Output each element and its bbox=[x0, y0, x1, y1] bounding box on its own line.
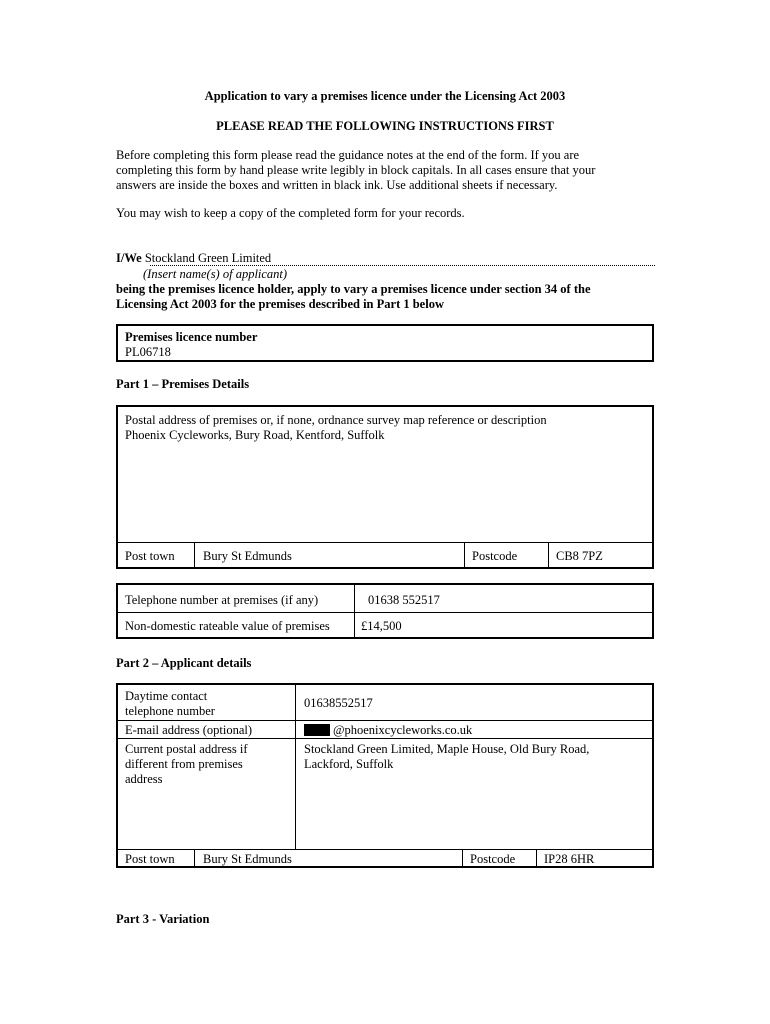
licence-number-label: Premises licence number bbox=[125, 330, 258, 344]
divider bbox=[194, 542, 195, 567]
licence-number-field[interactable]: PL06718 bbox=[125, 345, 171, 359]
declaration-line: Licensing Act 2003 for the premises described in Part 1 below bbox=[116, 297, 444, 311]
email-value: @phoenixcycleworks.co.uk bbox=[333, 723, 473, 737]
part2-heading: Part 2 – Applicant details bbox=[116, 656, 252, 670]
divider bbox=[548, 542, 549, 567]
applicant-prefix: I/We bbox=[116, 251, 142, 265]
divider bbox=[295, 685, 296, 849]
premises-postcode-label: Postcode bbox=[472, 549, 518, 563]
form-title: Application to vary a premises licence under the Licensing Act 2003 bbox=[204, 89, 566, 103]
email-label: E-mail address (optional) bbox=[125, 723, 253, 737]
divider bbox=[194, 849, 195, 866]
instructions-line: answers are inside the boxes and written in black ink. Use additional sheets if necessary. bbox=[116, 178, 558, 192]
instructions-line: completing this form by hand please write legibly in block capitals. In all cases ensure that your bbox=[116, 163, 596, 177]
instructions-heading: PLEASE READ THE FOLLOWING INSTRUCTIONS FIRST bbox=[216, 119, 554, 133]
divider bbox=[354, 585, 355, 637]
divider bbox=[118, 738, 652, 739]
part3-heading: Part 3 - Variation bbox=[116, 912, 210, 926]
rateable-value-label: Non-domestic rateable value of premises bbox=[125, 619, 330, 633]
applicant-name-field[interactable]: Stockland Green Limited bbox=[144, 251, 272, 265]
premises-post-town-field[interactable]: Bury St Edmunds bbox=[203, 549, 292, 563]
current-address-label-line: different from premises bbox=[125, 757, 243, 771]
premises-postcode-field[interactable]: CB8 7PZ bbox=[556, 549, 603, 563]
premises-post-town-label: Post town bbox=[125, 549, 175, 563]
applicant-post-town-field[interactable]: Bury St Edmunds bbox=[203, 852, 292, 866]
premises-address-box bbox=[116, 405, 654, 569]
daytime-phone-label bbox=[125, 689, 215, 719]
declaration-text bbox=[116, 282, 656, 312]
declaration-line: being the premises licence holder, apply to vary a premises licence under section 34 of the bbox=[116, 282, 591, 296]
daytime-phone-label-line: telephone number bbox=[125, 704, 215, 718]
rateable-value-field[interactable]: £14,500 bbox=[361, 619, 402, 633]
current-address-label-line: address bbox=[125, 772, 163, 786]
copy-note: You may wish to keep a copy of the completed form for your records. bbox=[116, 206, 465, 220]
current-address-label bbox=[125, 742, 248, 787]
current-address-label-line: Current postal address if bbox=[125, 742, 248, 756]
part1-heading: Part 1 – Premises Details bbox=[116, 377, 250, 391]
applicant-details-box bbox=[116, 683, 654, 868]
premises-telephone-label: Telephone number at premises (if any) bbox=[125, 593, 319, 607]
current-address-field[interactable] bbox=[304, 742, 589, 772]
applicant-postcode-label: Postcode bbox=[470, 852, 516, 866]
applicant-postcode-field[interactable]: IP28 6HR bbox=[544, 852, 595, 866]
daytime-phone-label-line: Daytime contact bbox=[125, 689, 208, 703]
premises-telephone-field[interactable]: 01638 552517 bbox=[368, 593, 440, 607]
email-field[interactable] bbox=[304, 723, 472, 738]
premises-address-field[interactable]: Phoenix Cycleworks, Bury Road, Kentford, Suffolk bbox=[125, 428, 385, 442]
licence-number-box bbox=[116, 324, 654, 362]
divider bbox=[118, 849, 652, 850]
instructions-text bbox=[116, 148, 656, 193]
applicant-hint: (Insert name(s) of applicant) bbox=[143, 267, 288, 281]
applicant-post-town-label: Post town bbox=[125, 852, 175, 866]
divider bbox=[462, 849, 463, 866]
premises-address-label: Postal address of premises or, if none, ordnance survey map reference or description bbox=[125, 413, 547, 427]
applicant-line bbox=[116, 251, 656, 266]
premises-contact-box bbox=[116, 583, 654, 639]
current-address-line: Stockland Green Limited, Maple House, Old Bury Road, bbox=[304, 742, 590, 756]
applicant-name-underline bbox=[150, 265, 655, 266]
divider bbox=[118, 542, 652, 543]
redaction-block bbox=[304, 724, 330, 736]
instructions-line: Before completing this form please read the guidance notes at the end of the form. If you are bbox=[116, 148, 580, 162]
daytime-phone-field[interactable]: 01638552517 bbox=[304, 696, 373, 710]
current-address-line: Lackford, Suffolk bbox=[304, 757, 394, 771]
divider bbox=[464, 542, 465, 567]
divider bbox=[536, 849, 537, 866]
divider bbox=[118, 720, 652, 721]
divider bbox=[118, 612, 652, 613]
